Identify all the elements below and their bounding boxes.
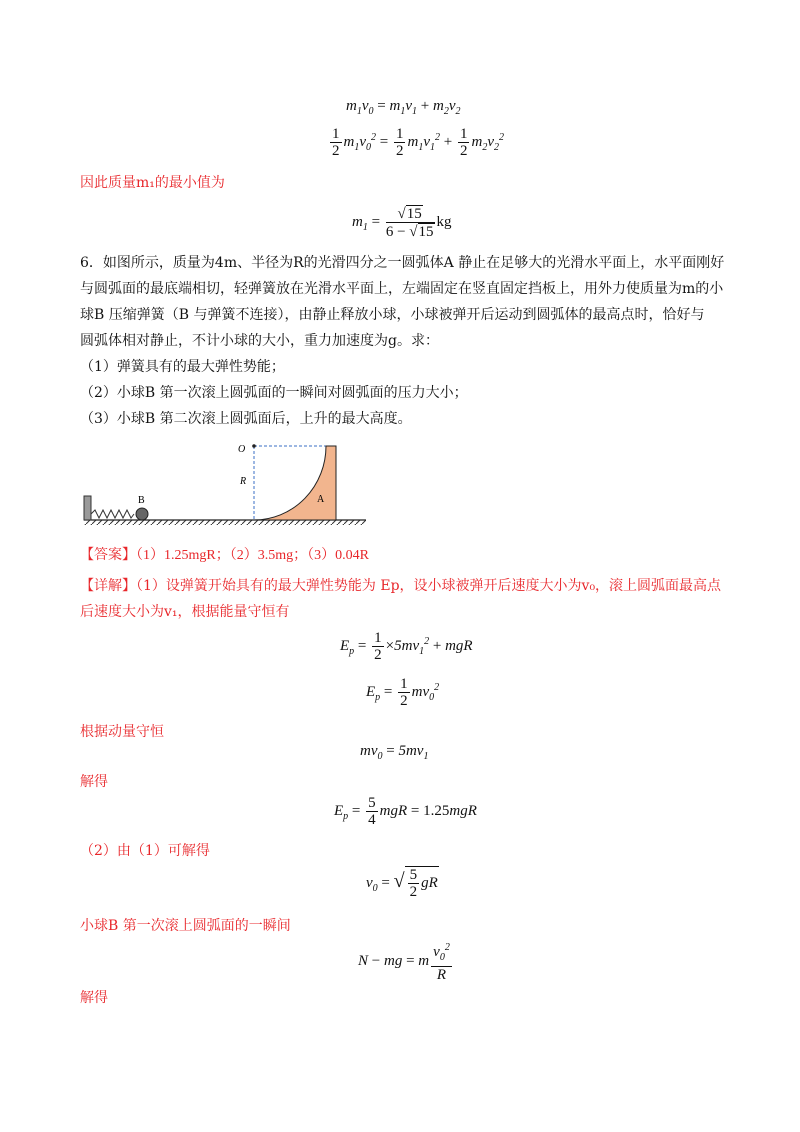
label-r: R bbox=[240, 476, 247, 487]
problem-line-3: 球B 压缩弹簧（B 与弹簧不连接），由静止释放小球，小球被弹开后运动到圆弧体的最高点时，恰好与 bbox=[80, 307, 705, 323]
instant-text: 小球B 第一次滚上圆弧面的一瞬间 bbox=[80, 918, 291, 934]
answer-text: （1）1.25mgR；（2）3.5mg；（3）0.04R bbox=[136, 548, 369, 563]
equation-momentum bbox=[346, 98, 460, 117]
spring bbox=[91, 510, 134, 518]
detail-line-2: 后速度大小为v₁，根据能量守恒有 bbox=[80, 604, 290, 620]
min-mass-text: 因此质量m₁的最小值为 bbox=[80, 175, 225, 191]
ground-hatch bbox=[84, 520, 366, 525]
problem-line-1: 6．如图所示，质量为4m、半径为R的光滑四分之一圆弧体A 静止在足够大的光滑水平面上，水平面刚好 bbox=[80, 255, 725, 271]
solve-text-2: 解得 bbox=[80, 990, 108, 1006]
detail-tag: 【详解】 bbox=[80, 578, 136, 594]
physics-figure bbox=[80, 440, 370, 530]
equation-m1: $m_1$ = $\frac{√15}{6 - √15}$ kg bbox=[352, 206, 452, 240]
detail-text-1: （1）设弹簧开始具有的最大弹性势能为 Ep，设小球被弹开后速度大小为v₀，滚上圆弧面最高点 bbox=[136, 578, 722, 594]
solve-text-1: 解得 bbox=[80, 774, 108, 790]
momentum-conservation-text: 根据动量守恒 bbox=[80, 724, 164, 740]
question-3: （3）小球B 第二次滚上圆弧面后，上升的最大高度。 bbox=[80, 411, 412, 427]
equation-momentum-conservation: $mv_0 = 5mv_1$ bbox=[360, 743, 429, 762]
wall-plate bbox=[84, 496, 91, 520]
label-b: B bbox=[138, 495, 145, 506]
eq-momentum-text: $m_1v_0 = m_1v_1 + m_2v_2$ bbox=[346, 98, 461, 117]
equation-ep-result: $E_p$ = $\frac{5}{4}$ mgR = 1.25mgR bbox=[334, 795, 477, 828]
answer-tag: 【答案】 bbox=[80, 547, 136, 563]
answer-line bbox=[80, 545, 720, 566]
label-o: O bbox=[238, 444, 246, 455]
question-2: （2）小球B 第一次滚上圆弧面的一瞬间对圆弧面的压力大小； bbox=[80, 385, 468, 401]
ball-b bbox=[136, 508, 148, 520]
arc-body-a bbox=[254, 446, 336, 520]
equation-v0: $v_0$ = √ $\frac{5}{2}$ gR bbox=[366, 867, 438, 900]
question-1: （1）弹簧具有的最大弹性势能； bbox=[80, 359, 285, 375]
center-point bbox=[252, 444, 256, 448]
detail-line-1 bbox=[80, 576, 720, 596]
equation-energy: $\frac{1}{2}$ $m_1v_0^2$ = $\frac{1}{2}$ $m_1v_1^2$ + $\frac{1}{2}$ $m_2v_2^2$ bbox=[332, 126, 504, 159]
problem-line-4: 圆弧体相对静止，不计小球的大小，重力加速度为g。求： bbox=[80, 333, 439, 349]
problem-line-2: 与圆弧面的最底端相切，轻弹簧放在光滑水平面上，左端固定在竖直固定挡板上，用外力使质量为m的小 bbox=[80, 281, 724, 297]
label-a: A bbox=[317, 494, 325, 505]
equation-normal-force: N − mg = m $\frac{v_0^2}{R}$ bbox=[358, 942, 450, 983]
part-2-text: （2）由（1）可解得 bbox=[80, 843, 210, 859]
equation-ep-initial: $E_p$ = $\frac{1}{2}$ $mv_0^2$ bbox=[366, 676, 440, 709]
equation-energy-conservation: $E_p$ = $\frac{1}{2}$ $\times 5mv_1^2$ + mgR bbox=[340, 630, 473, 663]
